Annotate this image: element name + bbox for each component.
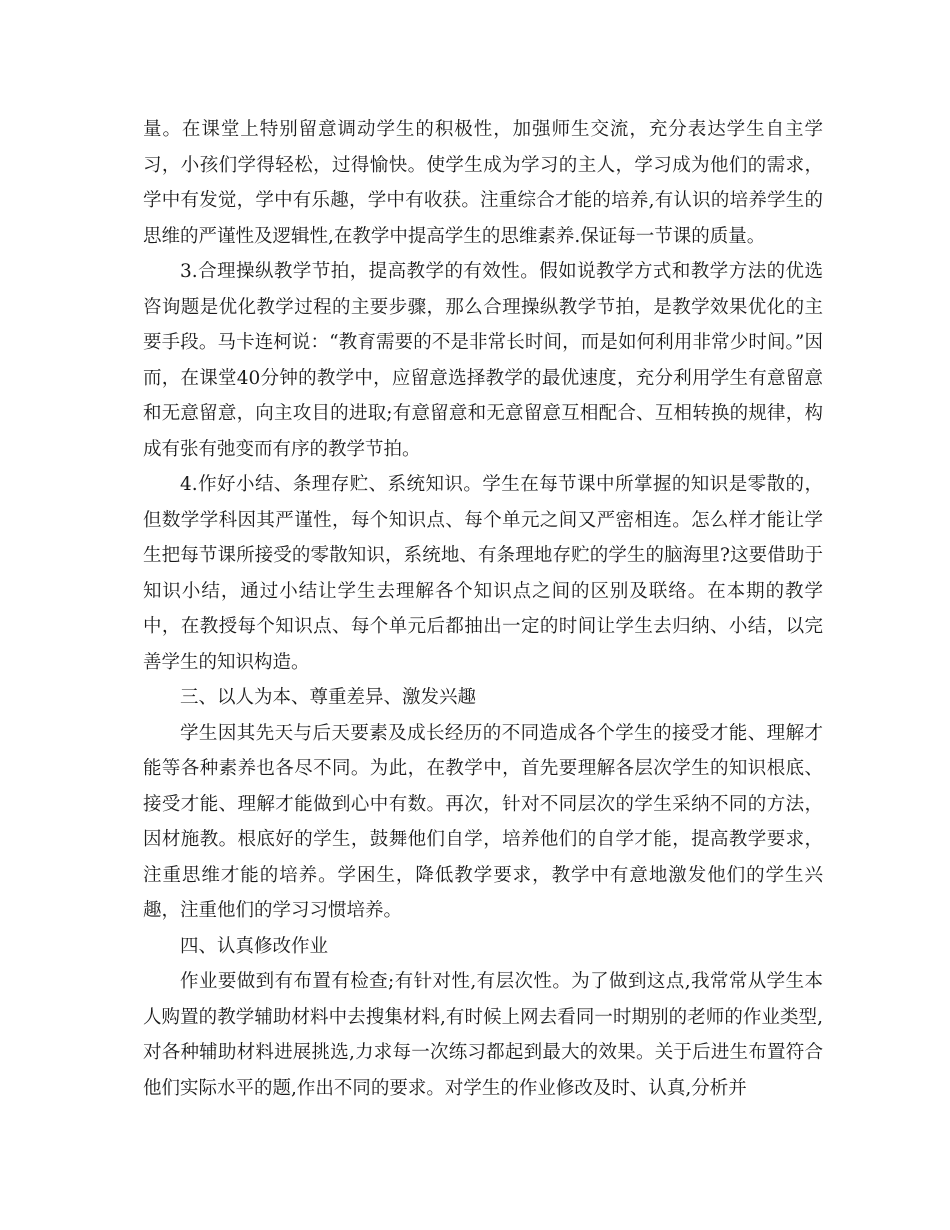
- paragraph-item-3: 3.合理操纵教学节拍，提高教学的有效性。假如说教学方式和教学方法的优选咨询题是优化教学过程的主要步骤，那么合理操纵教学节拍，是教学效果优化的主要手段。马卡连柯说：“教育需要的不是非常长时间，而是如何利用非常少时间。”因而，在课堂40分钟的教学中，应留意选择教学的最优速度，充分利用学生有意留意和无意留意，向主攻目的进取;有意留意和无意留意互相配合、互相转换的规律，构成有张有弛变而有序的教学节拍。: [143, 261, 823, 460]
- paragraph-item-4: 4.作好小结、条理存贮、系统知识。学生在每节课中所掌握的知识是零散的，但数学学科因其严谨性，每个知识点、每个单元之间又严密相连。怎么样才能让学生把每节课所接受的零散知识，系统地、有条理地存贮的学生的脑海里?这要借助于知识小结，通过小结让学生去理解各个知识点之间的区别及联络。在本期的教学中，在教授每个知识点、每个单元后都抽出一定的时间让学生去归纳、小结，以完善学生的知识构造。: [143, 474, 823, 673]
- paragraph-section-3-body: 学生因其先天与后天要素及成长经历的不同造成各个学生的接受才能、理解才能等各种素养也各尽不同。为此，在教学中，首先要理解各层次学生的知识根底、接受才能、理解才能做到心中有数。再次，针对不同层次的学生采纳不同的方法，因材施教。根底好的学生，鼓舞他们自学，培养他们的自学才能，提高教学要求，注重思维才能的培养。学困生，降低教学要求，教学中有意地激发他们的学生兴趣，注重他们的学习习惯培养。: [143, 722, 823, 921]
- paragraph-section-4-body: 作业要做到有布置有检查;有针对性,有层次性。为了做到这点,我常常从学生本人购置的教学辅助材料中去搜集材料,有时候上网去看同一时期别的老师的作业类型,对各种辅助材料进展挑选,力求每一次练习都起到最大的效果。关于后进生布置符合他们实际水平的题,作出不同的要求。对学生的作业修改及时、认真,分析并: [143, 971, 823, 1099]
- paragraph-continuation: 量。在课堂上特别留意调动学生的积极性，加强师生交流，充分表达学生自主学习，小孩们学得轻松，过得愉快。使学生成为学习的主人，学习成为他们的需求，学中有发觉，学中有乐趣，学中有收获。注重综合才能的培养,有认识的培养学生的思维的严谨性及逻辑性,在教学中提高学生的思维素养.保证每一节课的质量。: [143, 119, 823, 247]
- section-heading-4: 四、认真修改作业: [180, 935, 329, 957]
- section-heading-3: 三、以人为本、尊重差异、激发兴趣: [180, 687, 477, 708]
- document-body: [143, 112, 823, 1106]
